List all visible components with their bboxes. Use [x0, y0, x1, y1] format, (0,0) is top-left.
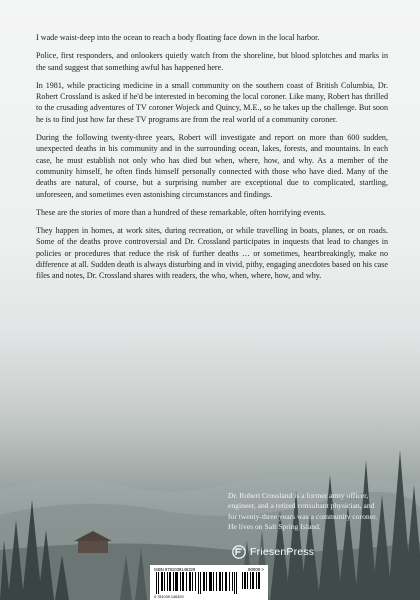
barcode	[150, 565, 268, 600]
blurb-text	[36, 32, 388, 289]
isbn-label: ISBN 9781039146329	[154, 567, 196, 572]
author-bio-text: Dr. Robert Crossland is a former army officer, engineer, and a retired consultant physician, and for twenty-three years was a community coroner. He lives on Salt Spring Island.	[228, 491, 378, 532]
blurb-paragraph: During the following twenty-three years, Robert will investigate and report on more than 600 sudden, unexpected deaths in his community and in the surrounding ocean, lakes, forests, and mountains. In each case, he must establish not only who has died but when, where, how, and why. As a member of the community himself, he often finds himself personally connected with those who have died. Many of the deaths are natural, of course, but a surprising number are exceptional due to complicated, startling, unforeseen, and sometimes even astonishing circumstances and findings.	[36, 133, 388, 199]
blurb-paragraph: In 1981, while practicing medicine in a small community on the southern coast of British Columbia, Dr. Robert Crossland is asked if he'd be interested in becoming the local coroner. Like many, Robert has thrilled to the crusading adventures of TV coroner Wojeck and Quincy, M.E., so he takes up the challenge. But soon he is to find just how far these TV programs are from the real world of a community coroner.	[36, 80, 388, 124]
friesenpress-logo-icon	[232, 545, 246, 559]
barcode-digits: 9 781039 146329	[154, 595, 184, 599]
blurb-paragraph: I wade waist-deep into the ocean to reach a body floating face down in the local harbor.	[36, 33, 320, 42]
publisher-logo	[232, 544, 314, 560]
price-code: 90000 >	[248, 567, 264, 572]
blurb-paragraph: They happen in homes, at work sites, during recreation, or while travelling in boats, planes, or on roads. Some of the deaths prove controversial and Dr. Crossland participates in inquests that lead to changes in policies or procedures that reduce the risk of further deaths … or sometimes, heartbreakingly, make no difference at all. Sudden death is always disturbing and in vivid, pithy, engaging anecdotes based on his case files and notes, Dr. Crossland shares with readers, the who, when, where, how, and why.	[36, 226, 388, 281]
blurb-paragraph: Police, first responders, and onlookers quietly watch from the shoreline, but blood splotches and marks in the sand suggest that something awful has happened here.	[36, 51, 388, 72]
author-bio	[228, 491, 382, 533]
blurb-paragraph: These are the stories of more than a hundred of these remarkable, often horrifying events.	[36, 207, 326, 217]
publisher-name: FriesenPress	[250, 546, 315, 558]
barcode-bars	[154, 572, 264, 594]
